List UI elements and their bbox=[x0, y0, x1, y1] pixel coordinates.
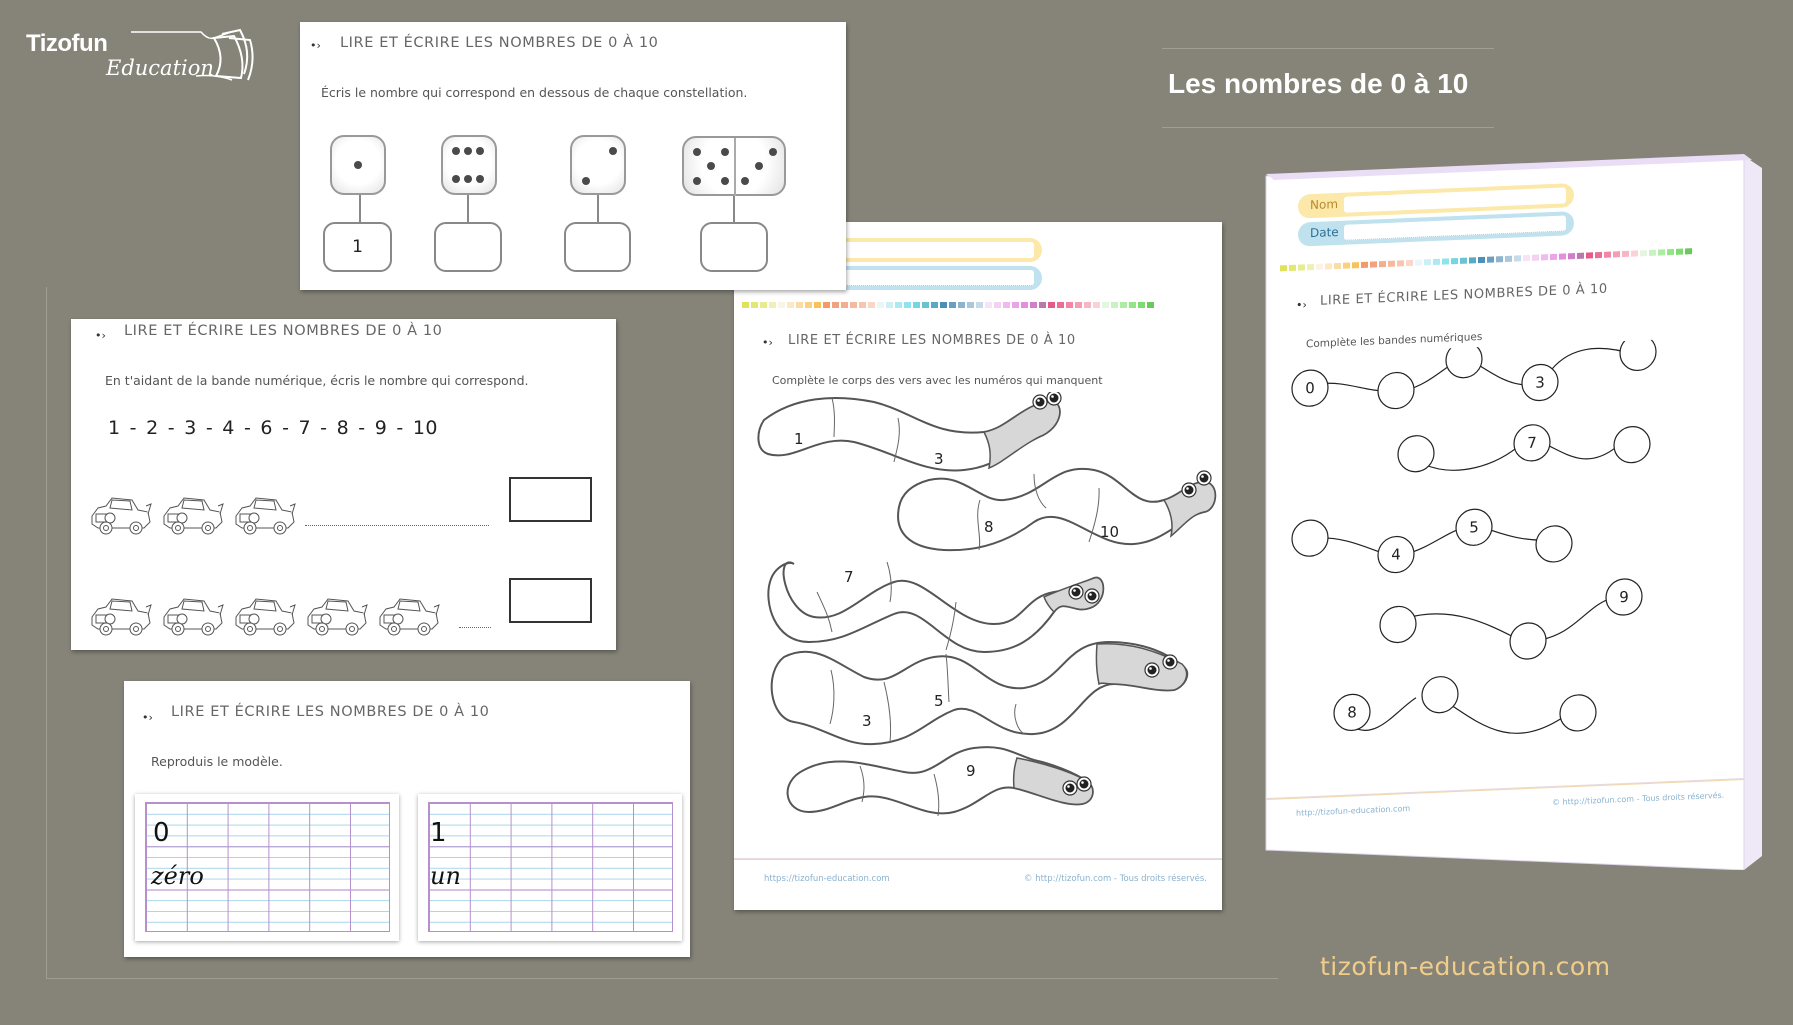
color-swatch bbox=[778, 302, 785, 308]
car-row-1 bbox=[88, 494, 296, 540]
color-swatch bbox=[1048, 302, 1055, 308]
color-swatch bbox=[1093, 302, 1100, 308]
logo-sub-text: Education bbox=[106, 56, 214, 80]
footer-copyright: © http://tizofun.com - Tous droits réservés. bbox=[1552, 790, 1725, 808]
model-card-one bbox=[418, 794, 682, 941]
car-row-2 bbox=[88, 595, 440, 641]
color-swatch bbox=[913, 302, 920, 308]
dotted-line bbox=[459, 627, 491, 628]
color-swatch bbox=[1379, 261, 1386, 267]
color-swatch bbox=[1568, 253, 1575, 259]
color-swatch bbox=[1478, 257, 1485, 263]
footer-url-left[interactable]: https://tizofun-education.com bbox=[764, 874, 890, 884]
color-swatch bbox=[967, 302, 974, 308]
color-swatch bbox=[904, 302, 911, 308]
car-icon bbox=[88, 494, 152, 540]
worm-number: 9 bbox=[966, 762, 976, 780]
color-swatch bbox=[1424, 259, 1431, 265]
bullet-icon: •› bbox=[95, 329, 106, 342]
color-swatch bbox=[1469, 257, 1476, 263]
date-label: Date bbox=[1310, 224, 1339, 241]
exercise-instruction: En t'aidant de la bande numérique, écris le nombre qui correspond. bbox=[105, 373, 529, 388]
color-swatch bbox=[769, 302, 776, 308]
color-swatch bbox=[1541, 254, 1548, 260]
logo-main-text: Tizofun bbox=[26, 30, 108, 57]
color-swatch bbox=[1075, 302, 1082, 308]
worm-3 bbox=[768, 562, 1103, 652]
color-swatch bbox=[1595, 252, 1602, 258]
color-swatch bbox=[1577, 253, 1584, 259]
car-icon bbox=[160, 595, 224, 641]
color-swatch bbox=[1559, 253, 1566, 259]
color-swatch bbox=[1111, 302, 1118, 308]
worm-4 bbox=[772, 642, 1188, 744]
color-swatch bbox=[985, 302, 992, 308]
car-icon bbox=[304, 595, 368, 641]
color-swatch bbox=[958, 302, 965, 308]
model-word: zéro bbox=[151, 862, 204, 890]
color-swatch bbox=[922, 302, 929, 308]
color-swatch bbox=[1289, 265, 1296, 271]
color-swatch bbox=[1352, 262, 1359, 268]
color-swatch bbox=[742, 302, 749, 308]
color-swatch bbox=[796, 302, 803, 308]
dotted-line bbox=[305, 525, 489, 526]
color-swatch bbox=[1102, 302, 1109, 308]
color-swatch bbox=[1640, 250, 1647, 256]
color-swatch bbox=[1415, 259, 1422, 265]
color-swatch bbox=[1406, 260, 1413, 266]
color-swatch bbox=[1487, 256, 1494, 262]
color-swatch bbox=[1433, 259, 1440, 265]
color-swatch bbox=[1307, 264, 1314, 270]
die-six bbox=[441, 135, 497, 195]
color-swatch bbox=[1514, 255, 1521, 261]
color-swatch bbox=[1388, 261, 1395, 267]
color-swatch bbox=[1120, 302, 1127, 308]
worksheet-dice bbox=[300, 22, 846, 290]
color-swatch bbox=[1442, 258, 1449, 264]
footer-url-left[interactable]: http://tizofun-education.com bbox=[1296, 803, 1411, 818]
color-swatch bbox=[859, 302, 866, 308]
worm-number: 10 bbox=[1100, 523, 1120, 541]
color-swatch bbox=[1460, 258, 1467, 264]
exercise-title: LIRE ET ÉCRIRE LES NOMBRES DE 0 À 10 bbox=[1320, 281, 1608, 309]
car-icon bbox=[160, 494, 224, 540]
color-swatch bbox=[1316, 264, 1323, 270]
color-swatch bbox=[1631, 250, 1638, 256]
bullet-icon: •› bbox=[142, 711, 153, 724]
worm-number: 1 bbox=[794, 430, 804, 448]
frame-line-bottom bbox=[46, 978, 1278, 979]
exercise-instruction: Complète le corps des vers avec les numéros qui manquent bbox=[772, 374, 1103, 387]
seyes-grid bbox=[428, 802, 673, 932]
color-swatch bbox=[1361, 262, 1368, 268]
footer-copyright: © http://tizofun.com - Tous droits réservés. bbox=[1024, 874, 1207, 884]
exercise-instruction: Complète les bandes numériques bbox=[1306, 330, 1483, 351]
color-swatch bbox=[1451, 258, 1458, 264]
worksheet-number-strips bbox=[1264, 150, 1764, 870]
model-number: 0 bbox=[153, 818, 170, 848]
bead-number: 5 bbox=[1469, 518, 1479, 537]
exercise-title: LIRE ET ÉCRIRE LES NOMBRES DE 0 À 10 bbox=[124, 323, 443, 339]
bead-number: 8 bbox=[1347, 703, 1357, 722]
worm-number: 3 bbox=[934, 450, 944, 468]
color-swatch-strip bbox=[1280, 248, 1692, 271]
color-swatch bbox=[976, 302, 983, 308]
worm-2 bbox=[898, 469, 1215, 550]
color-swatch bbox=[1370, 261, 1377, 267]
color-swatch bbox=[877, 302, 884, 308]
color-swatch bbox=[832, 302, 839, 308]
page-heading: Les nombres de 0 à 10 bbox=[1168, 68, 1469, 99]
worm-5 bbox=[788, 747, 1093, 816]
name-label: Nom bbox=[1310, 196, 1339, 213]
bead-number: 0 bbox=[1305, 378, 1315, 398]
car-icon bbox=[88, 595, 152, 641]
color-swatch bbox=[751, 302, 758, 308]
model-word: un bbox=[430, 862, 461, 890]
color-swatch bbox=[994, 302, 1001, 308]
color-swatch bbox=[1649, 250, 1656, 256]
car-icon bbox=[232, 494, 296, 540]
answer-box-1[interactable]: 1 bbox=[323, 222, 392, 272]
bullet-icon: •› bbox=[310, 39, 321, 52]
color-swatch bbox=[1658, 249, 1665, 255]
frame-line-left bbox=[46, 287, 47, 979]
color-swatch bbox=[1030, 302, 1037, 308]
color-swatch bbox=[1138, 302, 1145, 308]
color-swatch bbox=[1505, 256, 1512, 262]
color-swatch bbox=[1039, 302, 1046, 308]
exercise-title: LIRE ET ÉCRIRE LES NOMBRES DE 0 À 10 bbox=[171, 704, 490, 720]
car-icon bbox=[376, 595, 440, 641]
color-swatch bbox=[1084, 302, 1091, 308]
answer-box-3[interactable] bbox=[564, 222, 631, 272]
color-swatch bbox=[1586, 252, 1593, 258]
color-swatch bbox=[1003, 302, 1010, 308]
exercise-title: LIRE ET ÉCRIRE LES NOMBRES DE 0 À 10 bbox=[788, 333, 1076, 348]
color-swatch bbox=[868, 302, 875, 308]
color-swatch bbox=[895, 302, 902, 308]
bead-number: 3 bbox=[1535, 373, 1545, 392]
color-swatch bbox=[1280, 265, 1287, 271]
heading-rule-top bbox=[1162, 48, 1494, 49]
color-swatch bbox=[1343, 262, 1350, 268]
worm-number: 5 bbox=[934, 692, 944, 710]
worm-number: 7 bbox=[844, 568, 854, 586]
bead-number: 4 bbox=[1391, 545, 1401, 564]
heading-rule-bottom bbox=[1162, 127, 1494, 128]
die-one bbox=[330, 135, 386, 195]
color-swatch bbox=[1496, 256, 1503, 262]
color-swatch bbox=[823, 302, 830, 308]
model-number: 1 bbox=[430, 818, 447, 848]
answer-box-cars-1[interactable] bbox=[509, 477, 592, 522]
color-swatch bbox=[1325, 263, 1332, 269]
bead-number: 9 bbox=[1619, 587, 1629, 607]
worm-number: 8 bbox=[984, 518, 994, 536]
tizofun-logo[interactable] bbox=[26, 28, 256, 88]
color-swatch bbox=[1550, 254, 1557, 260]
answer-box-2[interactable] bbox=[434, 222, 502, 272]
color-swatch bbox=[787, 302, 794, 308]
answer-box-cars-2[interactable] bbox=[509, 578, 592, 623]
color-swatch bbox=[1021, 302, 1028, 308]
color-swatch bbox=[1622, 251, 1629, 257]
color-swatch bbox=[1129, 302, 1136, 308]
color-swatch bbox=[1012, 302, 1019, 308]
color-swatch bbox=[760, 302, 767, 308]
worksheet-worms bbox=[734, 222, 1222, 910]
exercise-instruction: Écris le nombre qui correspond en dessous de chaque constellation. bbox=[321, 85, 748, 100]
number-strips bbox=[1266, 336, 1744, 796]
worm-1 bbox=[758, 392, 1061, 470]
color-swatch bbox=[1298, 264, 1305, 270]
color-swatch bbox=[1676, 249, 1683, 255]
color-swatch bbox=[814, 302, 821, 308]
worm-number: 3 bbox=[862, 712, 872, 730]
color-swatch bbox=[1667, 249, 1674, 255]
worksheet-cars bbox=[71, 319, 616, 650]
color-swatch bbox=[1147, 302, 1154, 308]
bullet-icon: •› bbox=[762, 336, 773, 349]
color-swatch-strip bbox=[742, 302, 1154, 308]
footer-rule bbox=[734, 858, 1222, 860]
worms-illustration bbox=[734, 392, 1222, 852]
color-swatch bbox=[1066, 302, 1073, 308]
worksheet-copy-model bbox=[124, 681, 690, 957]
color-swatch bbox=[1397, 260, 1404, 266]
color-swatch bbox=[1334, 263, 1341, 269]
die-two bbox=[570, 135, 626, 195]
color-swatch bbox=[886, 302, 893, 308]
number-line: 1 - 2 - 3 - 4 - 6 - 7 - 8 - 9 - 10 bbox=[108, 417, 438, 439]
exercise-title: LIRE ET ÉCRIRE LES NOMBRES DE 0 À 10 bbox=[340, 35, 659, 51]
color-swatch bbox=[1685, 248, 1692, 254]
color-swatch bbox=[940, 302, 947, 308]
color-swatch bbox=[805, 302, 812, 308]
color-swatch bbox=[1604, 252, 1611, 258]
model-card-zero bbox=[135, 794, 399, 941]
color-swatch bbox=[841, 302, 848, 308]
color-swatch bbox=[1523, 255, 1530, 261]
bead-number: 7 bbox=[1527, 433, 1537, 453]
answer-box-4[interactable] bbox=[700, 222, 768, 272]
color-swatch bbox=[1057, 302, 1064, 308]
domino-five-three bbox=[682, 136, 786, 196]
color-swatch bbox=[850, 302, 857, 308]
color-swatch bbox=[1613, 251, 1620, 257]
color-swatch bbox=[949, 302, 956, 308]
color-swatch bbox=[931, 302, 938, 308]
exercise-instruction: Reproduis le modèle. bbox=[151, 754, 283, 769]
bullet-icon: •› bbox=[1296, 298, 1307, 312]
car-icon bbox=[232, 595, 296, 641]
site-url-link[interactable]: tizofun-education.com bbox=[1320, 952, 1611, 981]
color-swatch bbox=[1532, 255, 1539, 261]
